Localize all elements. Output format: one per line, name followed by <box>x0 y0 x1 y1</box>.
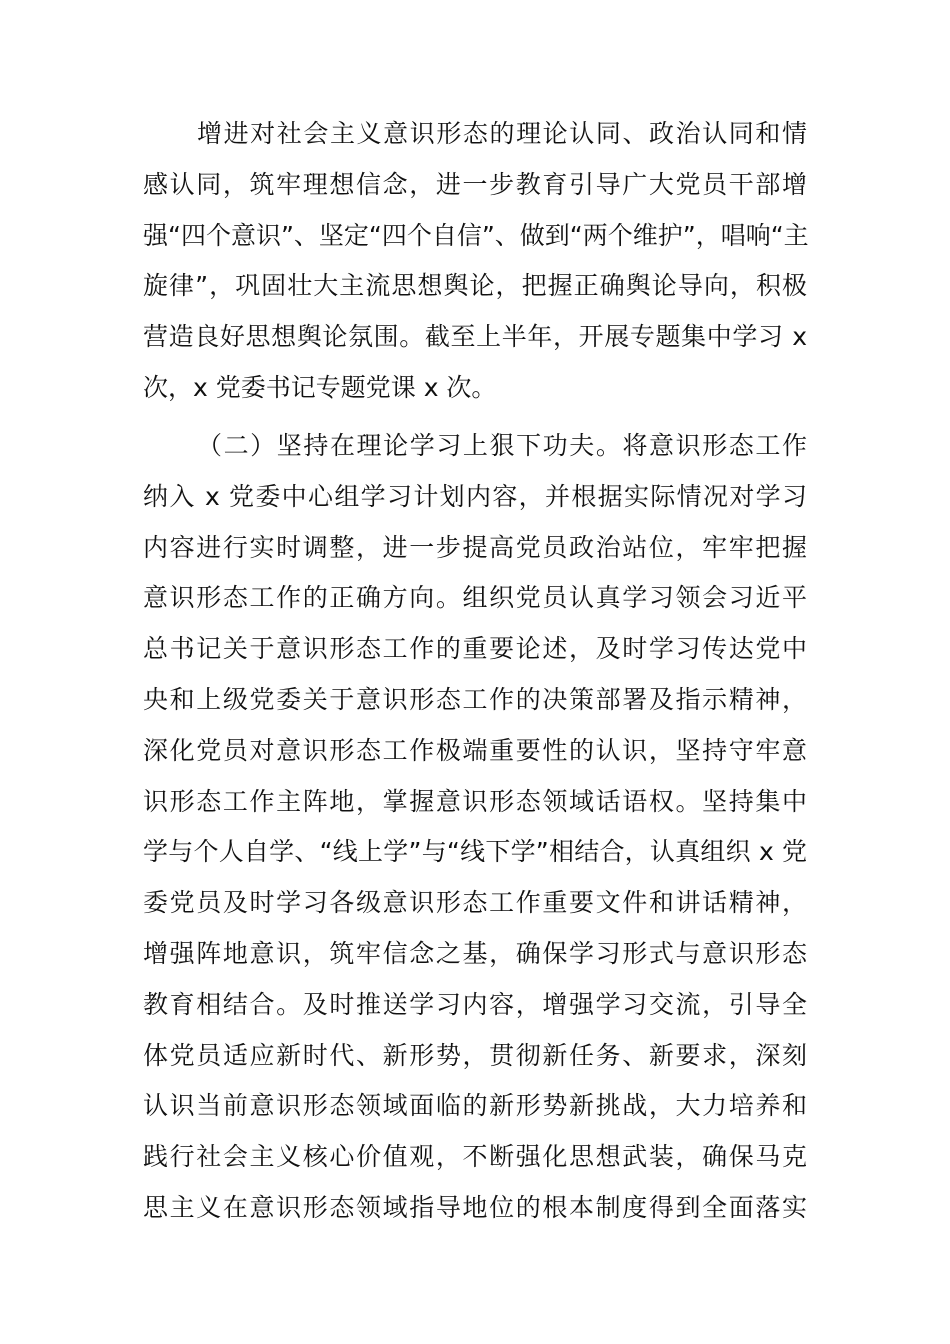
text-line: 委党员及时学习各级意识形态工作重要文件和讲话精神， <box>143 888 807 918</box>
text-line: 增强阵地意识，筑牢信念之基，确保学习形式与意识形态 <box>143 938 807 968</box>
text-line: 旋律”，巩固壮大主流思想舆论，把握正确舆论导向，积极 <box>143 271 807 301</box>
text-line: 总书记关于意识形态工作的重要论述，及时学习传达党中 <box>143 634 807 664</box>
text-line: 识形态工作主阵地，掌握意识形态领域话语权。坚持集中 <box>143 786 807 816</box>
text-line: （二）坚持在理论学习上狠下功夫。将意识形态工作 <box>197 431 807 460</box>
text-line: 教育相结合。及时推送学习内容，增强学习交流，引导全 <box>143 989 807 1019</box>
text-line: 营造良好思想舆论氛围。截至上半年，开展专题集中学习 x <box>143 322 807 352</box>
text-line: 增进对社会主义意识形态的理论认同、政治认同和情 <box>197 119 807 148</box>
text-line: 践行社会主义核心价值观，不断强化思想武装，确保马克 <box>143 1142 807 1172</box>
text-line: 深化党员对意识形态工作极端重要性的认识，坚持守牢意 <box>143 735 807 765</box>
text-line: 体党员适应新时代、新形势，贯彻新任务、新要求，深刻 <box>143 1040 807 1070</box>
paragraph-2 <box>143 421 807 1234</box>
text-line: 纳入 x 党委中心组学习计划内容，并根据实际情况对学习 <box>143 481 807 511</box>
text-line: 次，x 党委书记专题党课 x 次。 <box>143 372 497 402</box>
text-line: 感认同，筑牢理想信念，进一步教育引导广大党员干部增 <box>143 169 807 199</box>
text-line: 认识当前意识形态领域面临的新形势新挑战，大力培养和 <box>143 1091 807 1121</box>
paragraph-1 <box>143 109 807 414</box>
text-line: 意识形态工作的正确方向。组织党员认真学习领会习近平 <box>143 583 807 613</box>
text-line: 思主义在意识形态领域指导地位的根本制度得到全面落实 <box>143 1192 807 1222</box>
text-line: 内容进行实时调整，进一步提高党员政治站位，牢牢把握 <box>143 532 807 562</box>
text-line: 央和上级党委关于意识形态工作的决策部署及指示精神， <box>143 684 807 714</box>
text-line: 学与个人自学、“线上学”与“线下学”相结合，认真组织 x 党 <box>143 837 807 867</box>
text-line: 强“四个意识”、坚定“四个自信”、做到“两个维护”，唱响“主 <box>143 220 809 250</box>
